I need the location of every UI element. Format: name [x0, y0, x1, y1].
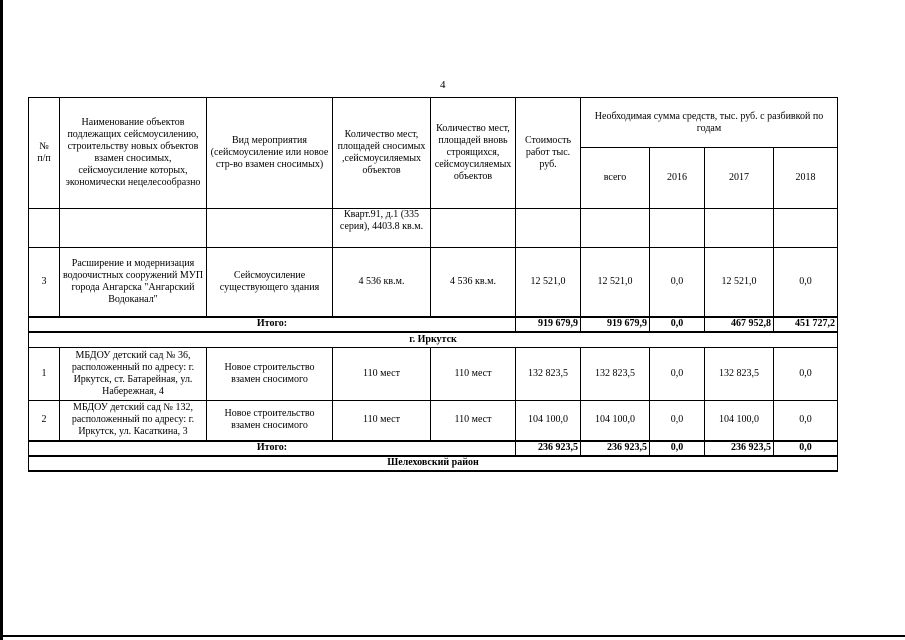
- total-2018: 0,0: [774, 441, 838, 456]
- row-qty-existing: 110 мест: [333, 348, 431, 401]
- table-row: [29, 401, 838, 441]
- row-2017: 132 823,5: [705, 348, 774, 401]
- total-2016: 0,0: [650, 317, 705, 332]
- total-label: Итого:: [29, 441, 516, 456]
- total-2017: 467 952,8: [705, 317, 774, 332]
- row-type: Сейсмоусиление существующего здания: [207, 248, 333, 317]
- cell: [516, 209, 581, 248]
- row-qty-existing: 4 536 кв.м.: [333, 248, 431, 317]
- row-total: 12 521,0: [581, 248, 650, 317]
- section-title: Шелеховский район: [29, 456, 838, 471]
- row-2018: 0,0: [774, 348, 838, 401]
- row-2017: 104 100,0: [705, 401, 774, 441]
- cell: [431, 209, 516, 248]
- row-cost: 104 100,0: [516, 401, 581, 441]
- header-row: [29, 98, 838, 148]
- row-2016: 0,0: [650, 348, 705, 401]
- row-num: 1: [29, 348, 60, 401]
- header-funds: Необходимая сумма средств, тыс. руб. с разбивкой по годам: [581, 98, 838, 148]
- page-number: 4: [440, 79, 446, 91]
- total-2016: 0,0: [650, 441, 705, 456]
- section-header-irkutsk: [29, 332, 838, 348]
- total-total: 919 679,9: [581, 317, 650, 332]
- objects-table: [28, 97, 838, 472]
- row-2017: 12 521,0: [705, 248, 774, 317]
- header-cost: Стоимость работ тыс. руб.: [516, 98, 581, 209]
- total-label: Итого:: [29, 317, 516, 332]
- header-total: всего: [581, 148, 650, 209]
- row-type: Новое строительство взамен сносимого: [207, 401, 333, 441]
- header-qty-existing: Количество мест, площадей сносимых ,сейсмоусиляемых объектов: [333, 98, 431, 209]
- section-title: г. Иркутск: [29, 332, 838, 348]
- header-num: № п/п: [29, 98, 60, 209]
- continuation-row: [29, 209, 838, 248]
- header-qty-new: Количество мест, площадей вновь строящихся, сейсмоусиляемых объектов: [431, 98, 516, 209]
- row-cost: 12 521,0: [516, 248, 581, 317]
- row-2018: 0,0: [774, 401, 838, 441]
- row-cost: 132 823,5: [516, 348, 581, 401]
- total-2018: 451 727,2: [774, 317, 838, 332]
- row-type: Новое строительство взамен сносимого: [207, 348, 333, 401]
- row-num: 3: [29, 248, 60, 317]
- row-qty-existing: 110 мест: [333, 401, 431, 441]
- row-2016: 0,0: [650, 248, 705, 317]
- row-name: МБДОУ детский сад № 132, расположенный по адресу: г. Иркутск, ул. Касаткина, 3: [60, 401, 207, 441]
- row-total: 104 100,0: [581, 401, 650, 441]
- header-name: Наименование объектов подлежащих сейсмоусилению, строительству новых объектов взамен сносимых, сейсмоусиление которых, экономически нецелесообразно: [60, 98, 207, 209]
- cell: [60, 209, 207, 248]
- row-name: МБДОУ детский сад № 36, расположенный по адресу: г. Иркутск, ст. Батарейная, ул. Набережная, 4: [60, 348, 207, 401]
- cell: [774, 209, 838, 248]
- row-qty-new: 110 мест: [431, 348, 516, 401]
- total-cost: 236 923,5: [516, 441, 581, 456]
- section-header-shelekhov: [29, 456, 838, 471]
- row-qty-new: 110 мест: [431, 401, 516, 441]
- row-2018: 0,0: [774, 248, 838, 317]
- scan-bottom-edge: [0, 635, 905, 637]
- header-2017: 2017: [705, 148, 774, 209]
- total-2017: 236 923,5: [705, 441, 774, 456]
- row-total: 132 823,5: [581, 348, 650, 401]
- cell: [650, 209, 705, 248]
- cell: [581, 209, 650, 248]
- cell: [705, 209, 774, 248]
- header-2016: 2016: [650, 148, 705, 209]
- table-row: [29, 348, 838, 401]
- total-total: 236 923,5: [581, 441, 650, 456]
- cell: [29, 209, 60, 248]
- total-row-angarsk: [29, 317, 838, 332]
- row-2016: 0,0: [650, 401, 705, 441]
- row-qty-new: 4 536 кв.м.: [431, 248, 516, 317]
- row-name: Расширение и модернизация водоочистных сооружений МУП города Ангарска "Ангарский Водоканал": [60, 248, 207, 317]
- header-2018: 2018: [774, 148, 838, 209]
- continuation-qty-existing: Кварт.91, д.1 (335 серия), 4403.8 кв.м.: [333, 209, 431, 248]
- row-num: 2: [29, 401, 60, 441]
- scan-left-edge: [0, 0, 3, 640]
- total-cost: 919 679,9: [516, 317, 581, 332]
- table-row: [29, 248, 838, 317]
- header-type: Вид мероприятия (сейсмоусиление или новое стр-во взамен сносимых): [207, 98, 333, 209]
- total-row-irkutsk: [29, 441, 838, 456]
- cell: [207, 209, 333, 248]
